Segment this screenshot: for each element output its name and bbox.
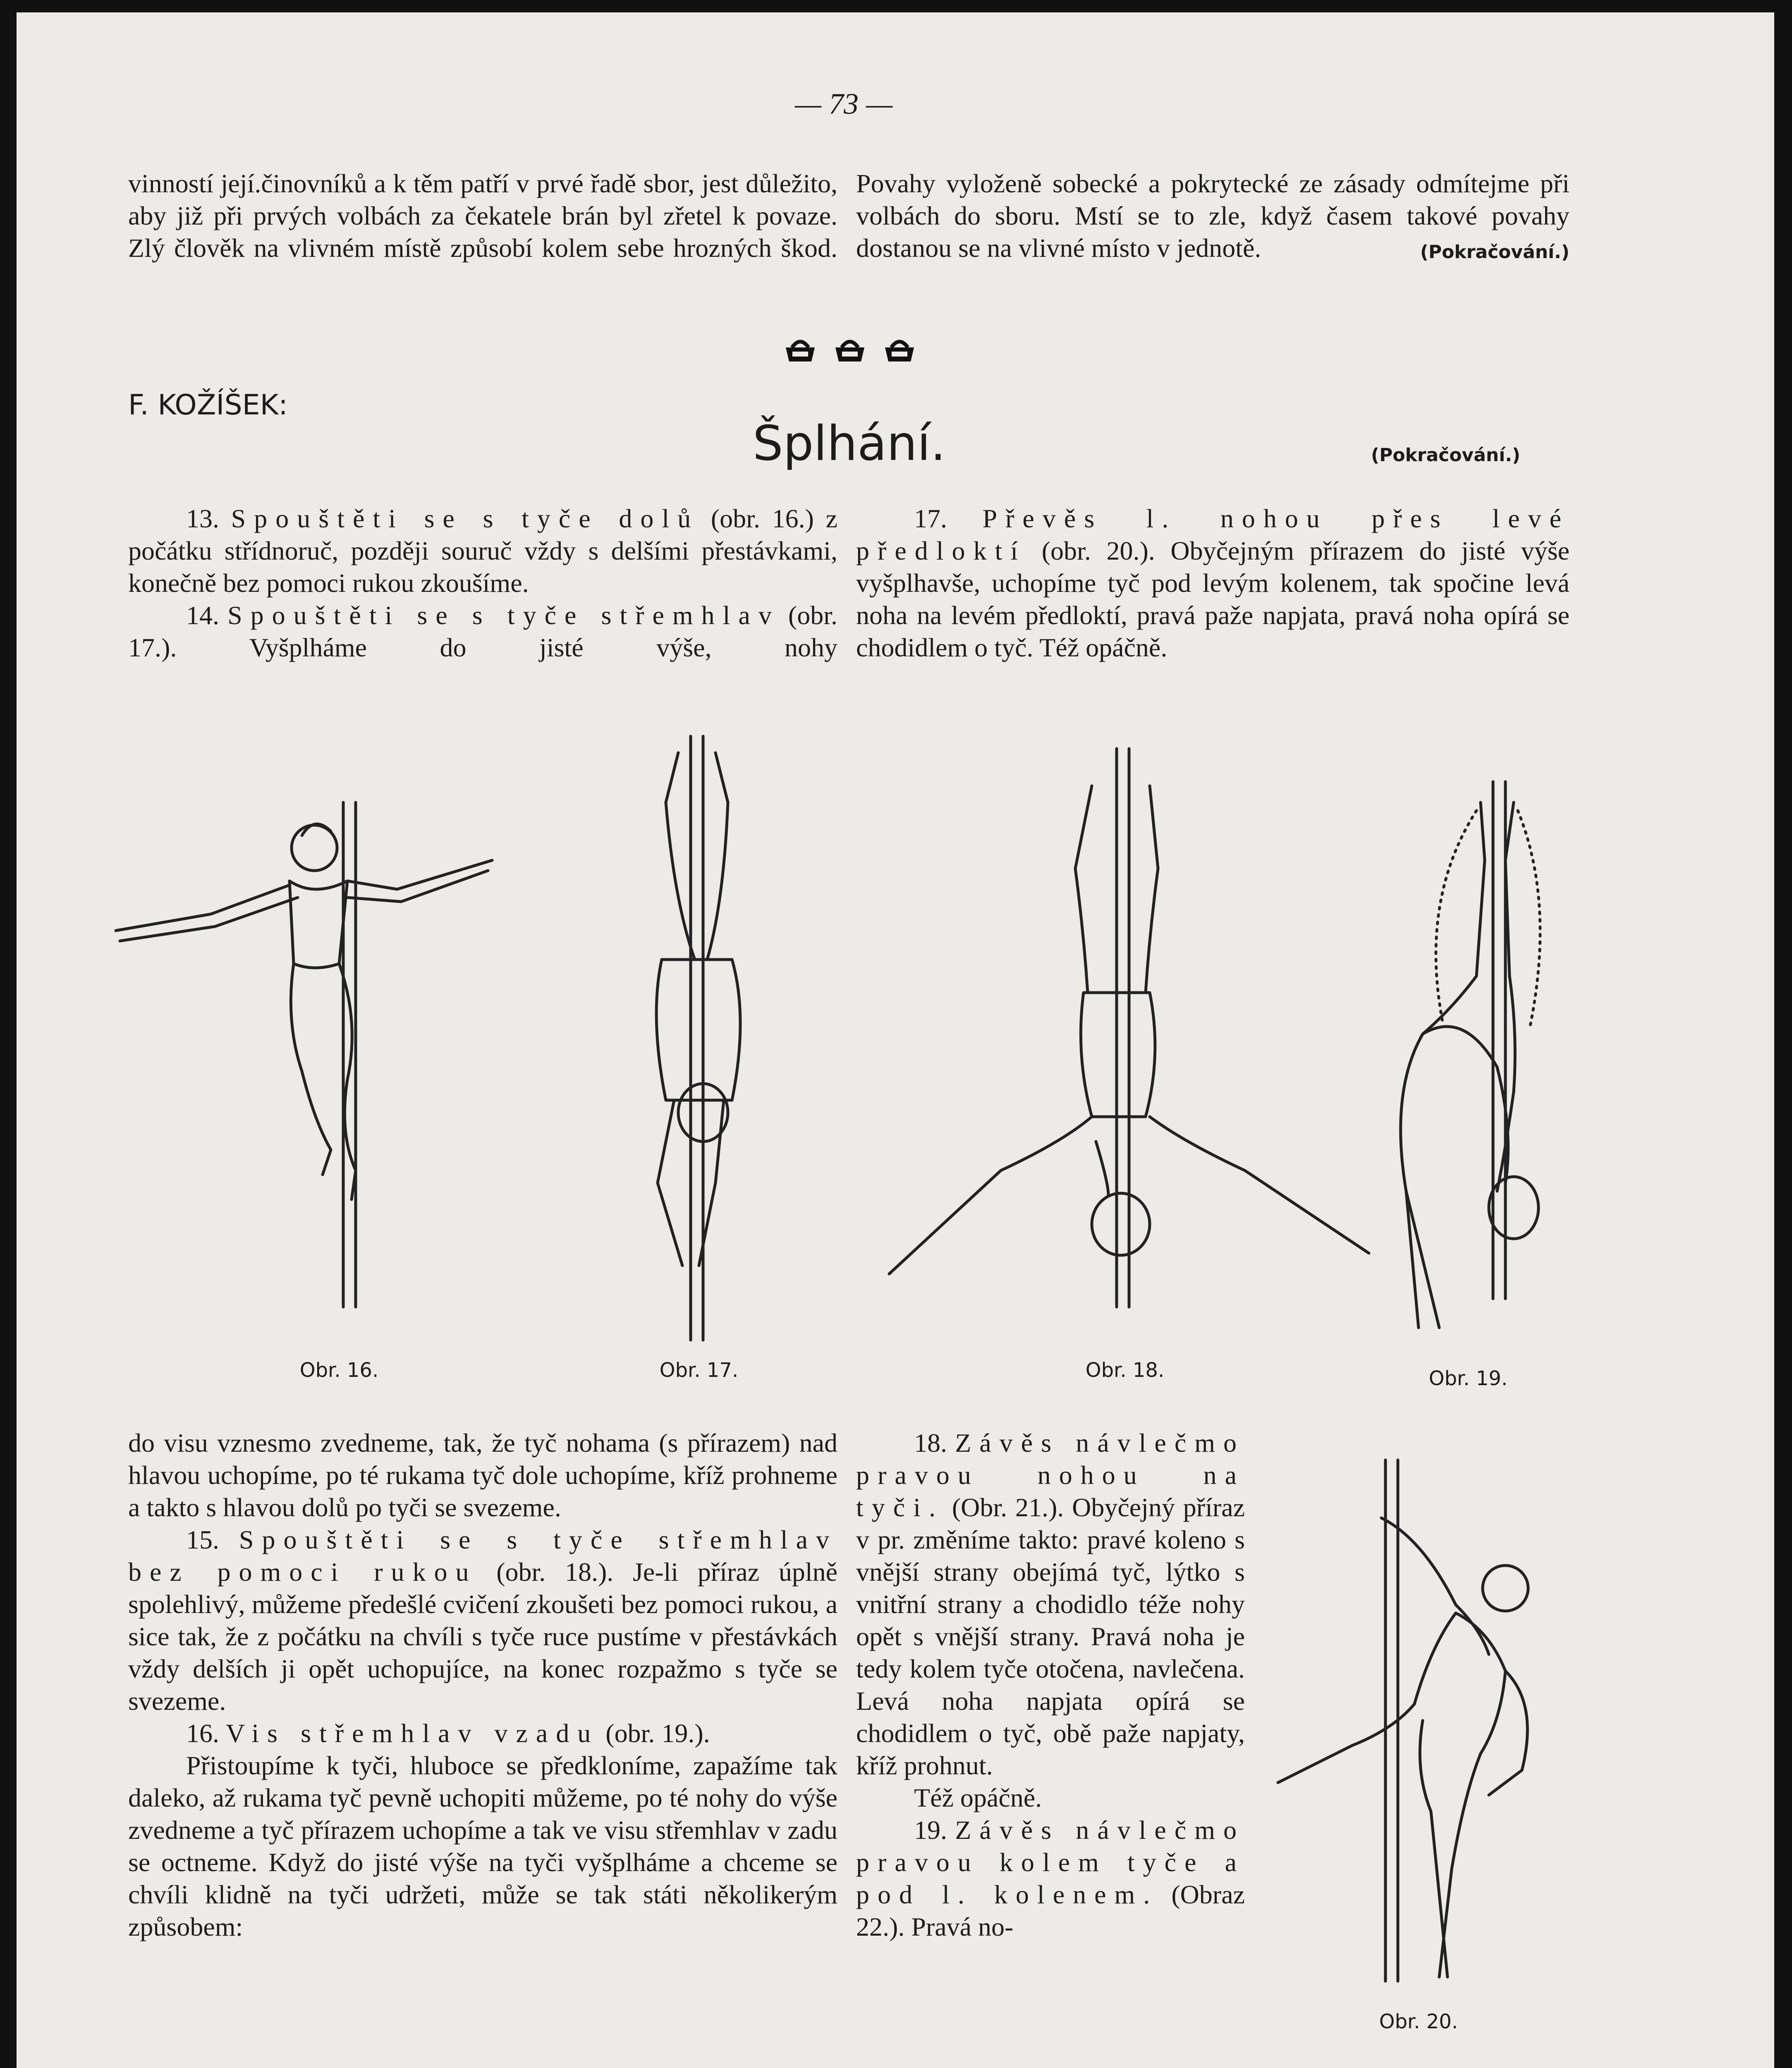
col2-top (856, 503, 1569, 664)
top-left-paragraph: vinností její.činovníků a k těm patří v prvé řadě sbor, jest důležito, aby již při prvých volbách za čekatele brán byl zřetel k povaze. Zlý člověk na vlivném místě způsobí kolem sebe hrozných škod. (128, 169, 837, 263)
title-continued-note: (Pokračování.) (1371, 445, 1521, 466)
basket-icon (881, 335, 918, 364)
figure-20-caption: Obr. 20. (1379, 2010, 1458, 2033)
figure-17-caption: Obr. 17. (659, 1359, 739, 1382)
paragraph-19: 19. Závěs návlečmo pravou kolem tyče a pod l. kolenem. (Obraz 22.). Pravá no- (856, 1815, 1245, 1941)
top-right-paragraph: Povahy vyloženě sobecké a pokrytecké ze zásady odmítejme při volbách do sboru. Mstí se to zle, když časem takové povahy dostanou se na vlivné místo v jednotě. (856, 169, 1569, 263)
col1-top (128, 503, 837, 664)
figure-17-illustration (591, 728, 798, 1348)
col2-bottom (856, 1427, 1245, 1943)
paragraph-14-continued: do visu vznesmo zvedneme, tak, že tyč nohama (s přírazem) nad hlavou uchopíme, po té rukama tyč dole uchopíme, kříž prohneme a takto s hlavou dolů po tyči se svezeme. (128, 1428, 837, 1522)
paragraph-13: 13. Spouštěti se s tyče dolů (obr. 16.) z počátku střídnoruč, později souruč vždy s delšími přestávkami, konečně bez pomoci rukou zkoušíme. (128, 504, 838, 598)
paragraph-14: 14. Spouštěti se s tyče střemhlav (obr. 17.). Vyšplháme do jisté výše, nohy (128, 601, 837, 662)
section-ornament (782, 335, 918, 368)
page-number: — 73 — (794, 87, 893, 120)
top-right-block (856, 168, 1569, 264)
figure-16-illustration (108, 790, 554, 1315)
article-title: Šplhání. (753, 416, 946, 472)
figure-20-illustration (1257, 1456, 1572, 1989)
paragraph-18-also: Též opáčně. (914, 1783, 1042, 1812)
figure-19-caption: Obr. 19. (1428, 1367, 1508, 1390)
figure-18-caption: Obr. 18. (1085, 1359, 1165, 1382)
basket-icon (831, 335, 868, 364)
page (17, 12, 1774, 2068)
paragraph-15: 15. Spouštěti se s tyče střemhlav bez pomoci rukou (obr. 18.). Je-li příraz úplně spolehlivý, můžeme předešlé cvičení zkoušeti bez pomoci rukou, a sice tak, že z počátku na chvíli s tyče ruce pustíme v přestávkách vždy delších ji opět uchopujíce, na konec rozpažmo s tyče se svezeme. (128, 1525, 838, 1716)
paragraph-18: 18. Závěs návlečmo pravou nohou na tyči. (Obr. 21.). Obyčejný příraz v pr. změníme takto: pravé koleno s vnější strany obejímá tyč, lýtko s vnitřní strany a chodidlo téže nohy opět s vnější strany. Pravá noha je tedy kolem tyče otočena, navlečena. Levá noha napjata opírá se chodidlem o tyč, obě paže napjaty, kříž prohnut. (856, 1428, 1245, 1780)
figure-19-illustration (1381, 778, 1572, 1348)
paragraph-17: 17. Převěs l. nohou přes levé předloktí (obr. 20.). Obyčejným přírazem do jisté výše vyšplhavše, uchopíme tyč pod levým kolenem, tak spočine levá noha na levém předloktí, pravá paže napjata, pravá noha opírá se chodidlem o tyč. Též opáčně. (856, 504, 1570, 662)
figure-18-illustration (877, 744, 1381, 1315)
author: F. KOŽÍŠEK: (128, 389, 288, 421)
paragraph-16-body: Přistoupíme k tyči, hluboce se předkloníme, zapažíme tak daleko, až rukama tyč pevně uchopiti můžeme, po té nohy do výše zvedneme a tyč přírazem uchopíme a tak ve visu střemhlav v zadu se octneme. Když do jisté výše na tyči vyšplháme a chceme se chvíli klidně na tyči udržeti, může se tak státi několikerým způsobem: (128, 1751, 837, 1941)
figure-16-caption: Obr. 16. (299, 1359, 379, 1382)
top-continued-note: (Pokračování.) (1420, 242, 1569, 263)
basket-icon (782, 335, 819, 364)
col1-bottom (128, 1427, 837, 1943)
paragraph-16-heading: 16. Vis střemhlav vzadu (obr. 19.). (186, 1719, 710, 1748)
